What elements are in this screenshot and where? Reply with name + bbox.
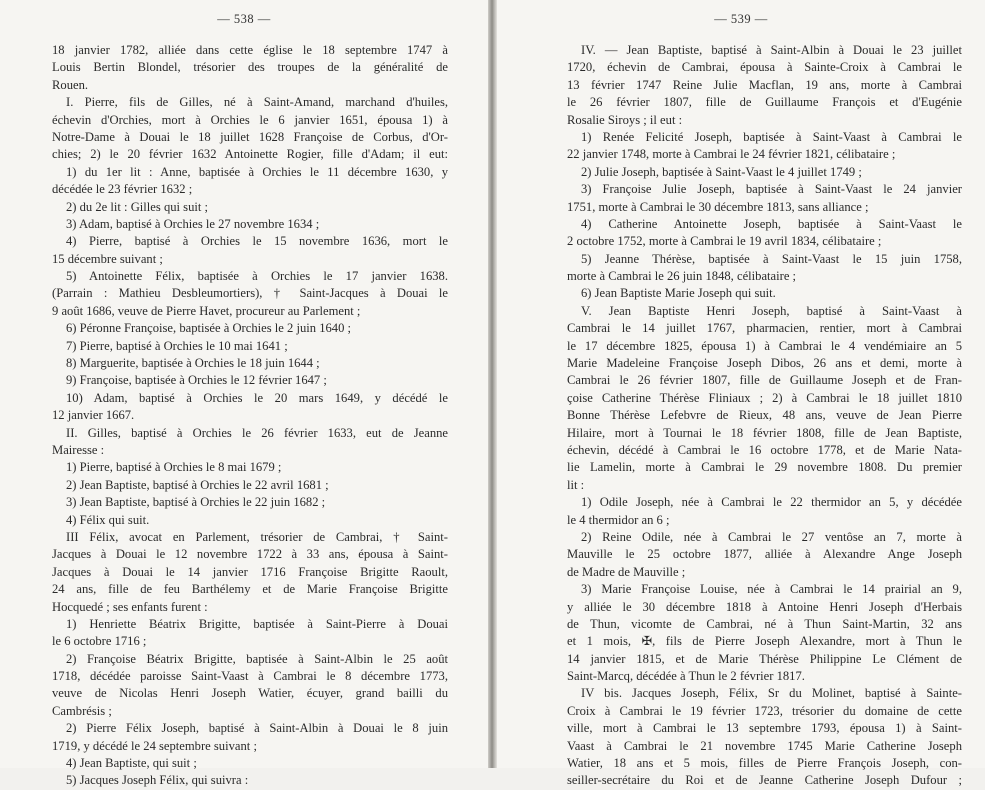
text-line: 4) Jean Baptiste, qui suit ; bbox=[66, 756, 197, 771]
right-page-number: — 539 — bbox=[714, 12, 768, 26]
text-line: Croix à Cambrai le 19 février 1723, trésorier du domaine de cette bbox=[567, 703, 962, 718]
text-line: Jacques à Douai le 14 janvier 1716 Françoise Brigitte Raoult, bbox=[52, 564, 448, 579]
text-line: Rosalie Siroys ; il eut : bbox=[567, 112, 683, 127]
text-line: III Félix, avocat en Parlement, trésorier de Cambrai, † Saint- bbox=[66, 529, 448, 544]
text-line: Rouen. bbox=[52, 77, 89, 92]
text-line: 3) Françoise Julie Joseph, baptisée à Saint-Vaast le 24 janvier bbox=[581, 182, 962, 197]
text-line: 18 janvier 1782, alliée dans cette église le 18 septembre 1747 à bbox=[52, 43, 448, 57]
text-line: 1) Pierre, baptisé à Orchies le 8 mai 1679 ; bbox=[66, 460, 282, 475]
text-line: 22 janvier 1748, morte à Cambrai le 24 février 1821, célibataire ; bbox=[567, 147, 896, 162]
text-line: morte à Cambrai le 26 juin 1848, célibataire ; bbox=[567, 269, 797, 284]
text-line: Bonne Thérèse Lefebvre de Rieux, 48 ans, veuve de Jean Pierre bbox=[567, 408, 962, 423]
text-line: Marie Madeleine Françoise Joseph Dibos, 26 ans et demi, morte à bbox=[567, 356, 962, 371]
text-line: 14 janvier 1815, et de Marie Thérèse Philippine Le Clément de bbox=[567, 651, 962, 666]
text-line: çoise Catherine Thérèse Fliniaux ; 2) à Cambrai le 18 juillet 1810 bbox=[567, 390, 962, 405]
text-line: (Parrain : Mathieu Desbleumortiers), † Saint-Jacques à Douai le bbox=[52, 286, 448, 301]
book-gutter bbox=[488, 0, 497, 768]
text-line: lit : bbox=[567, 477, 585, 492]
text-line: Mauville le 25 octobre 1877, alliée à Alexandre Ange Joseph bbox=[567, 547, 962, 562]
text-line: Vaast à Cambrai le 21 novembre 1745 Marie Catherine Joseph bbox=[567, 738, 962, 753]
text-line: 3) Adam, baptisé à Orchies le 27 novembre 1634 ; bbox=[66, 216, 320, 231]
text-line: de Madre de Mauville ; bbox=[567, 564, 686, 579]
text-line: 4) Pierre, baptisé à Orchies le 15 novembre 1636, mort le bbox=[66, 234, 448, 249]
right-page-text bbox=[567, 42, 962, 790]
text-line: 6) Jean Baptiste Marie Joseph qui suit. bbox=[581, 286, 776, 301]
text-line: 1) Odile Joseph, née à Cambrai le 22 thermidor an 5, y décédée bbox=[581, 495, 962, 510]
text-line: veuve de Nicolas Henri Joseph Watier, écuyer, grand bailli du bbox=[52, 686, 448, 701]
text-line: 6) Péronne Françoise, baptisée à Orchies le 2 juin 1640 ; bbox=[66, 321, 352, 336]
text-line: 2) Reine Odile, née à Cambrai le 27 ventôse an 7, morte à bbox=[581, 529, 962, 544]
text-line: Louis Bertin Blondel, trésorier des troupes de la généralité de bbox=[52, 60, 448, 75]
text-line: Hocquedé ; ses enfants furent : bbox=[52, 599, 208, 614]
text-line: de Thun, vicomte de Cambrai, né à Thun Saint-Martin, 32 ans bbox=[567, 616, 962, 631]
text-line: 2) Françoise Béatrix Brigitte, baptisée à Saint-Albin le 25 août bbox=[66, 651, 448, 666]
left-page bbox=[0, 0, 488, 788]
left-page-number: — 538 — bbox=[217, 12, 271, 26]
text-line: Mairesse : bbox=[52, 442, 105, 457]
text-line: 4) Félix qui suit. bbox=[66, 512, 150, 527]
text-line: V. Jean Baptiste Henri Joseph, baptisé à Saint-Vaast à bbox=[581, 303, 962, 318]
text-line: 8) Marguerite, baptisée à Orchies le 18 juin 1644 ; bbox=[66, 356, 320, 371]
text-line: 2) du 2e lit : Gilles qui suit ; bbox=[66, 199, 209, 214]
text-line: 10) Adam, baptisé à Orchies le 20 mars 1649, y décédé le bbox=[66, 390, 448, 405]
text-line: 24 ans, fille de feu Barthélemy et de Marie Françoise Brigitte bbox=[52, 582, 448, 597]
text-line: 3) Marie Françoise Louise, née à Cambrai le 14 prairial an 9, bbox=[581, 582, 962, 597]
text-line: et 1 mois, ✠, fils de Pierre Joseph Alexandre, mort à Thun le bbox=[567, 634, 962, 649]
text-line: 2 octobre 1752, morte à Cambrai le 19 avril 1834, célibataire ; bbox=[567, 234, 882, 249]
text-line: Cambrésis ; bbox=[52, 703, 112, 718]
text-line: IV. — Jean Baptiste, baptisé à Saint-Albin à Douai le 23 juillet bbox=[581, 43, 962, 57]
right-page bbox=[497, 0, 985, 788]
text-line: y alliée le 30 décembre 1818 à Antoine Henri Joseph d'Herbais bbox=[567, 599, 962, 614]
text-line: chies; 2) le 20 février 1632 Antoinette Rogier, fille d'Adam; il eut: bbox=[52, 147, 448, 162]
text-line: 2) Pierre Félix Joseph, baptisé à Saint-Albin à Douai le 8 juin bbox=[66, 721, 448, 736]
text-line: 4) Catherine Antoinette Joseph, baptisée à Saint-Vaast le bbox=[581, 216, 962, 231]
text-line: 1) du 1er lit : Anne, baptisée à Orchies le 11 décembre 1630, y bbox=[66, 164, 448, 179]
text-line: le 26 février 1807, fille de Guillaume François et d'Eugénie bbox=[567, 95, 962, 110]
text-line: le 6 octobre 1716 ; bbox=[52, 634, 147, 649]
text-line: 9) Françoise, baptisée à Orchies le 12 février 1647 ; bbox=[66, 373, 327, 388]
text-line: 5) Antoinette Félix, baptisée à Orchies le 17 janvier 1638. bbox=[66, 269, 448, 284]
text-line: seiller-secrétaire du Roi et de Jeanne Catherine Joseph Dufour ; bbox=[567, 773, 962, 788]
text-line: 13 février 1747 Reine Julie Macflan, 19 ans, morte à Cambrai bbox=[567, 77, 962, 92]
text-line: 1) Henriette Béatrix Brigitte, baptisée à Saint-Pierre à Douai bbox=[66, 616, 448, 631]
text-line: 7) Pierre, baptisé à Orchies le 10 mai 1641 ; bbox=[66, 338, 288, 353]
text-line: décédée le 23 février 1632 ; bbox=[52, 182, 193, 197]
text-line: 15 décembre suivant ; bbox=[52, 251, 163, 266]
text-line: ville, mort à Cambrai le 13 septembre 1793, épousa 1) à Saint- bbox=[567, 721, 962, 736]
text-line: 3) Jean Baptiste, baptisé à Orchies le 22 juin 1682 ; bbox=[66, 495, 326, 510]
text-line: 5) Jeanne Thérèse, baptisée à Saint-Vaast le 15 juin 1758, bbox=[581, 251, 962, 266]
text-line: 12 janvier 1667. bbox=[52, 408, 135, 423]
text-line: le 17 décembre 1825, épousa 1) à Cambrai le 4 vendémiaire an 5 bbox=[567, 338, 962, 353]
text-line: Jacques à Douai le 12 novembre 1722 à 33 ans, épousa à Saint- bbox=[52, 547, 448, 562]
text-line: 2) Jean Baptiste, baptisé à Orchies le 22 avril 1681 ; bbox=[66, 477, 329, 492]
text-line: Watier, 18 ans et 5 mois, filles de Pierre François Joseph, con- bbox=[567, 756, 962, 771]
text-line: le 4 thermidor an 6 ; bbox=[567, 512, 670, 527]
text-line: I. Pierre, fils de Gilles, né à Saint-Amand, marchand d'huiles, bbox=[66, 95, 448, 110]
text-line: Hilaire, mort à Tournai le 18 février 1808, fille de Jean Baptiste, bbox=[567, 425, 962, 440]
text-line: échevin, décédé à Cambrai le 16 octobre 1778, et de Marie Nata- bbox=[567, 442, 962, 457]
text-line: échevin d'Orchies, mort à Orchies le 6 janvier 1651, épousa 1) à bbox=[52, 112, 448, 127]
text-line: 2) Julie Joseph, baptisée à Saint-Vaast le 4 juillet 1749 ; bbox=[581, 164, 862, 179]
text-line: 9 août 1686, veuve de Pierre Havet, procureur au Parlement ; bbox=[52, 303, 361, 318]
text-line: Cambrai le 26 février 1807, fille de Guillaume Joseph et de Fran- bbox=[567, 373, 962, 388]
text-line: 5) Jacques Joseph Félix, qui suivra : bbox=[66, 773, 249, 788]
left-page-text bbox=[52, 42, 448, 790]
text-line: lie Lamelin, morte à Cambrai le 29 novembre 1808. Du premier bbox=[567, 460, 962, 475]
text-line: IV bis. Jacques Joseph, Félix, Sr du Molinet, baptisé à Sainte- bbox=[581, 686, 962, 701]
text-line: Notre-Dame à Douai le 18 juillet 1628 Françoise de Corbus, d'Or- bbox=[52, 129, 448, 144]
text-line: 1720, échevin de Cambrai, épousa à Sainte-Croix à Cambrai le bbox=[567, 60, 962, 75]
text-line: 1751, morte à Cambrai le 30 décembre 1813, sans alliance ; bbox=[567, 199, 869, 214]
text-line: II. Gilles, baptisé à Orchies le 26 février 1633, eut de Jeanne bbox=[66, 425, 448, 440]
text-line: 1719, y décédé le 24 septembre suivant ; bbox=[52, 738, 257, 753]
text-line: Saint-Marcq, décédée à Thun le 2 février 1817. bbox=[567, 669, 805, 684]
text-line: 1718, décédée paroisse Saint-Vaast à Cambrai le 8 décembre 1773, bbox=[52, 669, 448, 684]
text-line: 1) Renée Felicité Joseph, baptisée à Saint-Vaast à Cambrai le bbox=[581, 129, 962, 144]
text-line: Cambrai le 14 juillet 1767, pharmacien, rentier, mort à Cambrai bbox=[567, 321, 962, 336]
